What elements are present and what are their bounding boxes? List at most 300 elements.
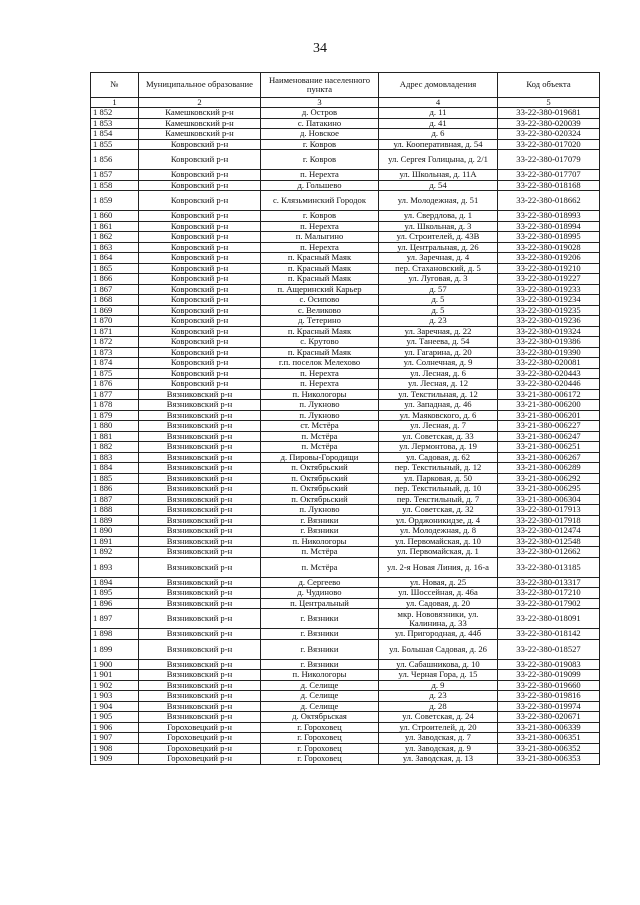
row-number: 1 903	[91, 691, 139, 702]
table-row	[91, 722, 600, 733]
address-cell: ул. Заречная, д. 4	[379, 253, 498, 264]
address-cell: ул. Строителей, д. 20	[379, 722, 498, 733]
address-cell: д. 54	[379, 180, 498, 191]
table-row	[91, 274, 600, 285]
address-cell: мкр. Нововязники, ул. Калинина, д. 33	[379, 609, 498, 629]
settlement-cell: п. Красный Маяк	[261, 326, 379, 337]
column-number: 5	[498, 98, 600, 108]
municipality-cell: Ковровский р-н	[139, 379, 261, 390]
table-row	[91, 180, 600, 191]
address-cell: ул. Маяковского, д. 6	[379, 410, 498, 421]
address-cell: ул. Заречная, д. 22	[379, 326, 498, 337]
object-code-cell: 33-22-380-017913	[498, 505, 600, 516]
row-number: 1 865	[91, 263, 139, 274]
column-number: 1	[91, 98, 139, 108]
address-cell: ул. Заводская, д. 9	[379, 743, 498, 754]
municipality-cell: Ковровский р-н	[139, 305, 261, 316]
object-code-cell: 33-22-380-019028	[498, 242, 600, 253]
row-number: 1 897	[91, 609, 139, 629]
address-cell: ул. Школьная, д. 3	[379, 221, 498, 232]
table-row	[91, 557, 600, 577]
municipality-cell: Вязниковский р-н	[139, 515, 261, 526]
municipality-cell: Вязниковский р-н	[139, 452, 261, 463]
municipality-cell: Камешковский р-н	[139, 129, 261, 140]
table-row	[91, 232, 600, 243]
row-number: 1 905	[91, 712, 139, 723]
municipality-cell: Вязниковский р-н	[139, 505, 261, 516]
settlement-cell: п. Нерехта	[261, 368, 379, 379]
row-number: 1 878	[91, 400, 139, 411]
municipality-cell: Вязниковский р-н	[139, 463, 261, 474]
object-code-cell: 33-22-380-020039	[498, 118, 600, 129]
row-number: 1 873	[91, 347, 139, 358]
address-cell: ул. Молодежная, д. 51	[379, 191, 498, 211]
settlement-cell: г. Ковров	[261, 139, 379, 150]
object-code-cell: 33-21-380-006201	[498, 410, 600, 421]
address-cell: пер. Текстильный, д. 10	[379, 484, 498, 495]
table-row	[91, 170, 600, 181]
row-number: 1 867	[91, 284, 139, 295]
row-number: 1 864	[91, 253, 139, 264]
row-number: 1 881	[91, 431, 139, 442]
object-code-cell: 33-22-380-018091	[498, 609, 600, 629]
municipality-cell: Камешковский р-н	[139, 108, 261, 119]
object-code-cell: 33-22-380-019206	[498, 253, 600, 264]
address-cell: ул. Лесная, д. 7	[379, 421, 498, 432]
object-code-cell: 33-22-380-018995	[498, 232, 600, 243]
table-row	[91, 484, 600, 495]
row-number: 1 876	[91, 379, 139, 390]
municipality-cell: Гороховецкий р-н	[139, 733, 261, 744]
address-cell: ул. Лермонтова, д. 19	[379, 442, 498, 453]
table-row	[91, 305, 600, 316]
row-number: 1 882	[91, 442, 139, 453]
object-code-cell: 33-22-380-019099	[498, 670, 600, 681]
municipality-cell: Ковровский р-н	[139, 211, 261, 222]
header-number: №	[91, 73, 139, 98]
table-body	[91, 108, 600, 765]
object-code-cell: 33-21-380-006295	[498, 484, 600, 495]
settlement-cell: г. Гороховец	[261, 733, 379, 744]
address-cell: ул. Кооперативная, д. 54	[379, 139, 498, 150]
table-row	[91, 536, 600, 547]
row-number: 1 855	[91, 139, 139, 150]
address-cell: ул. Большая Садовая, д. 26	[379, 639, 498, 659]
address-cell: ул. Пригородная, д. 44б	[379, 629, 498, 640]
address-cell: д. 6	[379, 129, 498, 140]
settlement-cell: п. Никологоры	[261, 536, 379, 547]
settlement-cell: д. Селище	[261, 680, 379, 691]
row-number: 1 885	[91, 473, 139, 484]
object-code-cell: 33-22-380-019083	[498, 659, 600, 670]
settlement-cell: д. Новское	[261, 129, 379, 140]
table-row	[91, 379, 600, 390]
row-number: 1 874	[91, 358, 139, 369]
row-number: 1 889	[91, 515, 139, 526]
object-code-cell: 33-22-380-019234	[498, 295, 600, 306]
municipality-cell: Ковровский р-н	[139, 368, 261, 379]
municipality-cell: Гороховецкий р-н	[139, 722, 261, 733]
settlement-cell: п. Мстёра	[261, 442, 379, 453]
address-cell: д. 11	[379, 108, 498, 119]
row-number: 1 858	[91, 180, 139, 191]
municipality-cell: Вязниковский р-н	[139, 494, 261, 505]
address-cell: д. 23	[379, 316, 498, 327]
row-number: 1 866	[91, 274, 139, 285]
settlement-cell: д. Селище	[261, 691, 379, 702]
row-number: 1 852	[91, 108, 139, 119]
table-row	[91, 410, 600, 421]
row-number: 1 856	[91, 150, 139, 170]
settlement-cell: с. Крутово	[261, 337, 379, 348]
settlement-cell: д. Пировы-Городищи	[261, 452, 379, 463]
object-code-cell: 33-22-380-019324	[498, 326, 600, 337]
table-row	[91, 588, 600, 599]
municipality-cell: Ковровский р-н	[139, 221, 261, 232]
settlement-cell: д. Сергеево	[261, 577, 379, 588]
municipality-cell: Ковровский р-н	[139, 150, 261, 170]
row-number: 1 863	[91, 242, 139, 253]
header-settlement: Наименование населенного пункта	[261, 73, 379, 98]
row-number: 1 900	[91, 659, 139, 670]
object-code-cell: 33-22-380-012548	[498, 536, 600, 547]
row-number: 1 868	[91, 295, 139, 306]
table-row	[91, 515, 600, 526]
table-row	[91, 431, 600, 442]
table-row	[91, 150, 600, 170]
address-cell: д. 57	[379, 284, 498, 295]
object-code-cell: 33-22-380-019233	[498, 284, 600, 295]
address-cell: ул. 2-я Новая Линия, д. 16-а	[379, 557, 498, 577]
table-row	[91, 494, 600, 505]
table-row	[91, 609, 600, 629]
table-row	[91, 253, 600, 264]
municipality-cell: Вязниковский р-н	[139, 701, 261, 712]
settlement-cell: п. Мстёра	[261, 431, 379, 442]
municipality-cell: Вязниковский р-н	[139, 473, 261, 484]
object-code-cell: 33-22-380-018662	[498, 191, 600, 211]
header-municipality: Муниципальное образование	[139, 73, 261, 98]
municipality-cell: Вязниковский р-н	[139, 588, 261, 599]
object-code-cell: 33-22-380-020324	[498, 129, 600, 140]
row-number: 1 871	[91, 326, 139, 337]
address-cell: д. 41	[379, 118, 498, 129]
municipality-cell: Камешковский р-н	[139, 118, 261, 129]
table-row	[91, 108, 600, 119]
municipality-cell: Вязниковский р-н	[139, 431, 261, 442]
settlement-cell: с. Клязьминский Городок	[261, 191, 379, 211]
table-header	[91, 73, 600, 108]
row-number: 1 902	[91, 680, 139, 691]
municipality-cell: Ковровский р-н	[139, 274, 261, 285]
address-cell: д. 23	[379, 691, 498, 702]
row-number: 1 895	[91, 588, 139, 599]
settlement-cell: п. Малыгино	[261, 232, 379, 243]
header-address: Адрес домовладения	[379, 73, 498, 98]
object-code-cell: 33-22-380-017079	[498, 150, 600, 170]
settlement-cell: п. Лукново	[261, 505, 379, 516]
settlement-cell: п. Нерехта	[261, 379, 379, 390]
settlement-cell: д. Гольшево	[261, 180, 379, 191]
settlement-cell: п. Октябрьский	[261, 494, 379, 505]
table-row	[91, 347, 600, 358]
object-code-cell: 33-22-380-017902	[498, 598, 600, 609]
settlement-cell: д. Остров	[261, 108, 379, 119]
row-number: 1 898	[91, 629, 139, 640]
settlement-cell: п. Красный Маяк	[261, 253, 379, 264]
municipality-cell: Вязниковский р-н	[139, 680, 261, 691]
municipality-cell: Вязниковский р-н	[139, 536, 261, 547]
object-code-cell: 33-22-380-012662	[498, 547, 600, 558]
address-cell: ул. Первомайская, д. 10	[379, 536, 498, 547]
object-code-cell: 33-22-380-020443	[498, 368, 600, 379]
municipality-cell: Вязниковский р-н	[139, 659, 261, 670]
object-code-cell: 33-21-380-006251	[498, 442, 600, 453]
settlement-cell: с. Патакино	[261, 118, 379, 129]
object-code-cell: 33-22-380-019210	[498, 263, 600, 274]
table-row	[91, 316, 600, 327]
table-row	[91, 473, 600, 484]
settlement-cell: п. Центральный	[261, 598, 379, 609]
object-code-cell: 33-21-380-006200	[498, 400, 600, 411]
municipality-cell: Вязниковский р-н	[139, 557, 261, 577]
settlement-cell: п. Лукново	[261, 410, 379, 421]
address-cell: ул. Новая, д. 25	[379, 577, 498, 588]
municipality-cell: Вязниковский р-н	[139, 712, 261, 723]
municipality-cell: Ковровский р-н	[139, 358, 261, 369]
settlement-cell: д. Октябрьская	[261, 712, 379, 723]
table-row	[91, 389, 600, 400]
municipality-cell: Вязниковский р-н	[139, 609, 261, 629]
household-registry-table	[90, 72, 600, 765]
settlement-cell: п. Нерехта	[261, 170, 379, 181]
address-cell: пер. Текстильный, д. 12	[379, 463, 498, 474]
table-row	[91, 368, 600, 379]
table-row	[91, 680, 600, 691]
address-cell: ул. Центральная, д. 26	[379, 242, 498, 253]
table-row	[91, 659, 600, 670]
row-number: 1 854	[91, 129, 139, 140]
settlement-cell: д. Тетерино	[261, 316, 379, 327]
column-number: 2	[139, 98, 261, 108]
object-code-cell: 33-22-380-019390	[498, 347, 600, 358]
address-cell: ул. Танеева, д. 54	[379, 337, 498, 348]
table-row	[91, 505, 600, 516]
municipality-cell: Ковровский р-н	[139, 263, 261, 274]
municipality-cell: Вязниковский р-н	[139, 639, 261, 659]
row-number: 1 877	[91, 389, 139, 400]
municipality-cell: Вязниковский р-н	[139, 526, 261, 537]
row-number: 1 904	[91, 701, 139, 712]
settlement-cell: ст. Мстёра	[261, 421, 379, 432]
object-code-cell: 33-21-380-006352	[498, 743, 600, 754]
object-code-cell: 33-21-380-006172	[498, 389, 600, 400]
municipality-cell: Ковровский р-н	[139, 191, 261, 211]
address-cell: ул. Первомайская, д. 1	[379, 547, 498, 558]
address-cell: ул. Свердлова, д. 1	[379, 211, 498, 222]
settlement-cell: г.п. поселок Мелехово	[261, 358, 379, 369]
municipality-cell: Вязниковский р-н	[139, 421, 261, 432]
table-row	[91, 421, 600, 432]
address-cell: ул. Советская, д. 33	[379, 431, 498, 442]
table-row	[91, 577, 600, 588]
table-row	[91, 358, 600, 369]
municipality-cell: Вязниковский р-н	[139, 410, 261, 421]
object-code-cell: 33-22-380-017707	[498, 170, 600, 181]
address-cell: ул. Садовая, д. 20	[379, 598, 498, 609]
address-cell: ул. Лесная, д. 6	[379, 368, 498, 379]
settlement-cell: г. Вязники	[261, 515, 379, 526]
municipality-cell: Ковровский р-н	[139, 316, 261, 327]
table-row	[91, 129, 600, 140]
row-number: 1 891	[91, 536, 139, 547]
object-code-cell: 33-22-380-017918	[498, 515, 600, 526]
object-code-cell: 33-21-380-006289	[498, 463, 600, 474]
settlement-cell: п. Никологоры	[261, 670, 379, 681]
object-code-cell: 33-22-380-013185	[498, 557, 600, 577]
municipality-cell: Вязниковский р-н	[139, 442, 261, 453]
table-row	[91, 629, 600, 640]
municipality-cell: Ковровский р-н	[139, 242, 261, 253]
row-number: 1 893	[91, 557, 139, 577]
row-number: 1 908	[91, 743, 139, 754]
settlement-cell: г. Гороховец	[261, 722, 379, 733]
row-number: 1 894	[91, 577, 139, 588]
table-row	[91, 337, 600, 348]
object-code-cell: 33-22-380-020081	[498, 358, 600, 369]
table-row	[91, 191, 600, 211]
settlement-cell: п. Красный Маяк	[261, 263, 379, 274]
settlement-cell: г. Ковров	[261, 211, 379, 222]
address-cell: ул. Садовая, д. 62	[379, 452, 498, 463]
header-row	[91, 73, 600, 98]
settlement-cell: г. Вязники	[261, 659, 379, 670]
column-number: 4	[379, 98, 498, 108]
table-row	[91, 326, 600, 337]
object-code-cell: 33-22-380-020671	[498, 712, 600, 723]
settlement-cell: п. Нерехта	[261, 242, 379, 253]
settlement-cell: д. Чудиново	[261, 588, 379, 599]
row-number: 1 909	[91, 754, 139, 765]
table-row	[91, 242, 600, 253]
table-row	[91, 400, 600, 411]
row-number: 1 890	[91, 526, 139, 537]
header-object-code: Код объекта	[498, 73, 600, 98]
settlement-cell: п. Октябрьский	[261, 484, 379, 495]
address-cell: ул. Западная, д. 46	[379, 400, 498, 411]
table-row	[91, 295, 600, 306]
table-row	[91, 221, 600, 232]
table-row	[91, 598, 600, 609]
row-number: 1 907	[91, 733, 139, 744]
municipality-cell: Гороховецкий р-н	[139, 743, 261, 754]
object-code-cell: 33-22-380-019816	[498, 691, 600, 702]
address-cell: ул. Советская, д. 24	[379, 712, 498, 723]
object-code-cell: 33-22-380-020446	[498, 379, 600, 390]
municipality-cell: Ковровский р-н	[139, 170, 261, 181]
table-row	[91, 211, 600, 222]
municipality-cell: Ковровский р-н	[139, 232, 261, 243]
row-number: 1 861	[91, 221, 139, 232]
table-row	[91, 263, 600, 274]
municipality-cell: Ковровский р-н	[139, 284, 261, 295]
address-cell: ул. Луговая, д. 3	[379, 274, 498, 285]
municipality-cell: Ковровский р-н	[139, 337, 261, 348]
address-cell: ул. Школьная, д. 11А	[379, 170, 498, 181]
settlement-cell: п. Октябрьский	[261, 463, 379, 474]
object-code-cell: 33-22-380-012474	[498, 526, 600, 537]
address-cell: д. 28	[379, 701, 498, 712]
table-row	[91, 526, 600, 537]
address-cell: пер. Стахановский, д. 5	[379, 263, 498, 274]
row-number: 1 880	[91, 421, 139, 432]
address-cell: д. 9	[379, 680, 498, 691]
row-number: 1 888	[91, 505, 139, 516]
settlement-cell: г. Вязники	[261, 609, 379, 629]
object-code-cell: 33-22-380-019227	[498, 274, 600, 285]
settlement-cell: г. Гороховец	[261, 743, 379, 754]
object-code-cell: 33-22-380-017020	[498, 139, 600, 150]
settlement-cell: п. Октябрьский	[261, 473, 379, 484]
settlement-cell: п. Мстёра	[261, 547, 379, 558]
object-code-cell: 33-21-380-006267	[498, 452, 600, 463]
municipality-cell: Ковровский р-н	[139, 295, 261, 306]
table-row	[91, 743, 600, 754]
table-row	[91, 118, 600, 129]
table-row	[91, 284, 600, 295]
object-code-cell: 33-22-380-013317	[498, 577, 600, 588]
row-number: 1 860	[91, 211, 139, 222]
object-code-cell: 33-21-380-006353	[498, 754, 600, 765]
table-row	[91, 547, 600, 558]
column-number-row	[91, 98, 600, 108]
row-number: 1 883	[91, 452, 139, 463]
object-code-cell: 33-22-380-019681	[498, 108, 600, 119]
row-number: 1 870	[91, 316, 139, 327]
table-row	[91, 733, 600, 744]
settlement-cell: п. Мстёра	[261, 557, 379, 577]
object-code-cell: 33-22-380-019974	[498, 701, 600, 712]
address-cell: ул. Парковая, д. 50	[379, 473, 498, 484]
row-number: 1 859	[91, 191, 139, 211]
object-code-cell: 33-22-380-018527	[498, 639, 600, 659]
address-cell: пер. Текстильный, д. 7	[379, 494, 498, 505]
municipality-cell: Вязниковский р-н	[139, 598, 261, 609]
object-code-cell: 33-22-380-019660	[498, 680, 600, 691]
row-number: 1 901	[91, 670, 139, 681]
municipality-cell: Вязниковский р-н	[139, 547, 261, 558]
row-number: 1 869	[91, 305, 139, 316]
address-cell: ул. Текстильная, д. 12	[379, 389, 498, 400]
municipality-cell: Вязниковский р-н	[139, 400, 261, 411]
address-cell: ул. Заводская, д. 13	[379, 754, 498, 765]
row-number: 1 875	[91, 368, 139, 379]
table-row	[91, 691, 600, 702]
row-number: 1 862	[91, 232, 139, 243]
row-number: 1 884	[91, 463, 139, 474]
settlement-cell: п. Лукново	[261, 400, 379, 411]
table-row	[91, 712, 600, 723]
municipality-cell: Вязниковский р-н	[139, 691, 261, 702]
settlement-cell: г. Вязники	[261, 526, 379, 537]
settlement-cell: п. Нерехта	[261, 221, 379, 232]
settlement-cell: с. Великово	[261, 305, 379, 316]
address-cell: ул. Солнечная, д. 9	[379, 358, 498, 369]
settlement-cell: п. Ащеринский Карьер	[261, 284, 379, 295]
municipality-cell: Вязниковский р-н	[139, 629, 261, 640]
municipality-cell: Гороховецкий р-н	[139, 754, 261, 765]
object-code-cell: 33-22-380-019236	[498, 316, 600, 327]
